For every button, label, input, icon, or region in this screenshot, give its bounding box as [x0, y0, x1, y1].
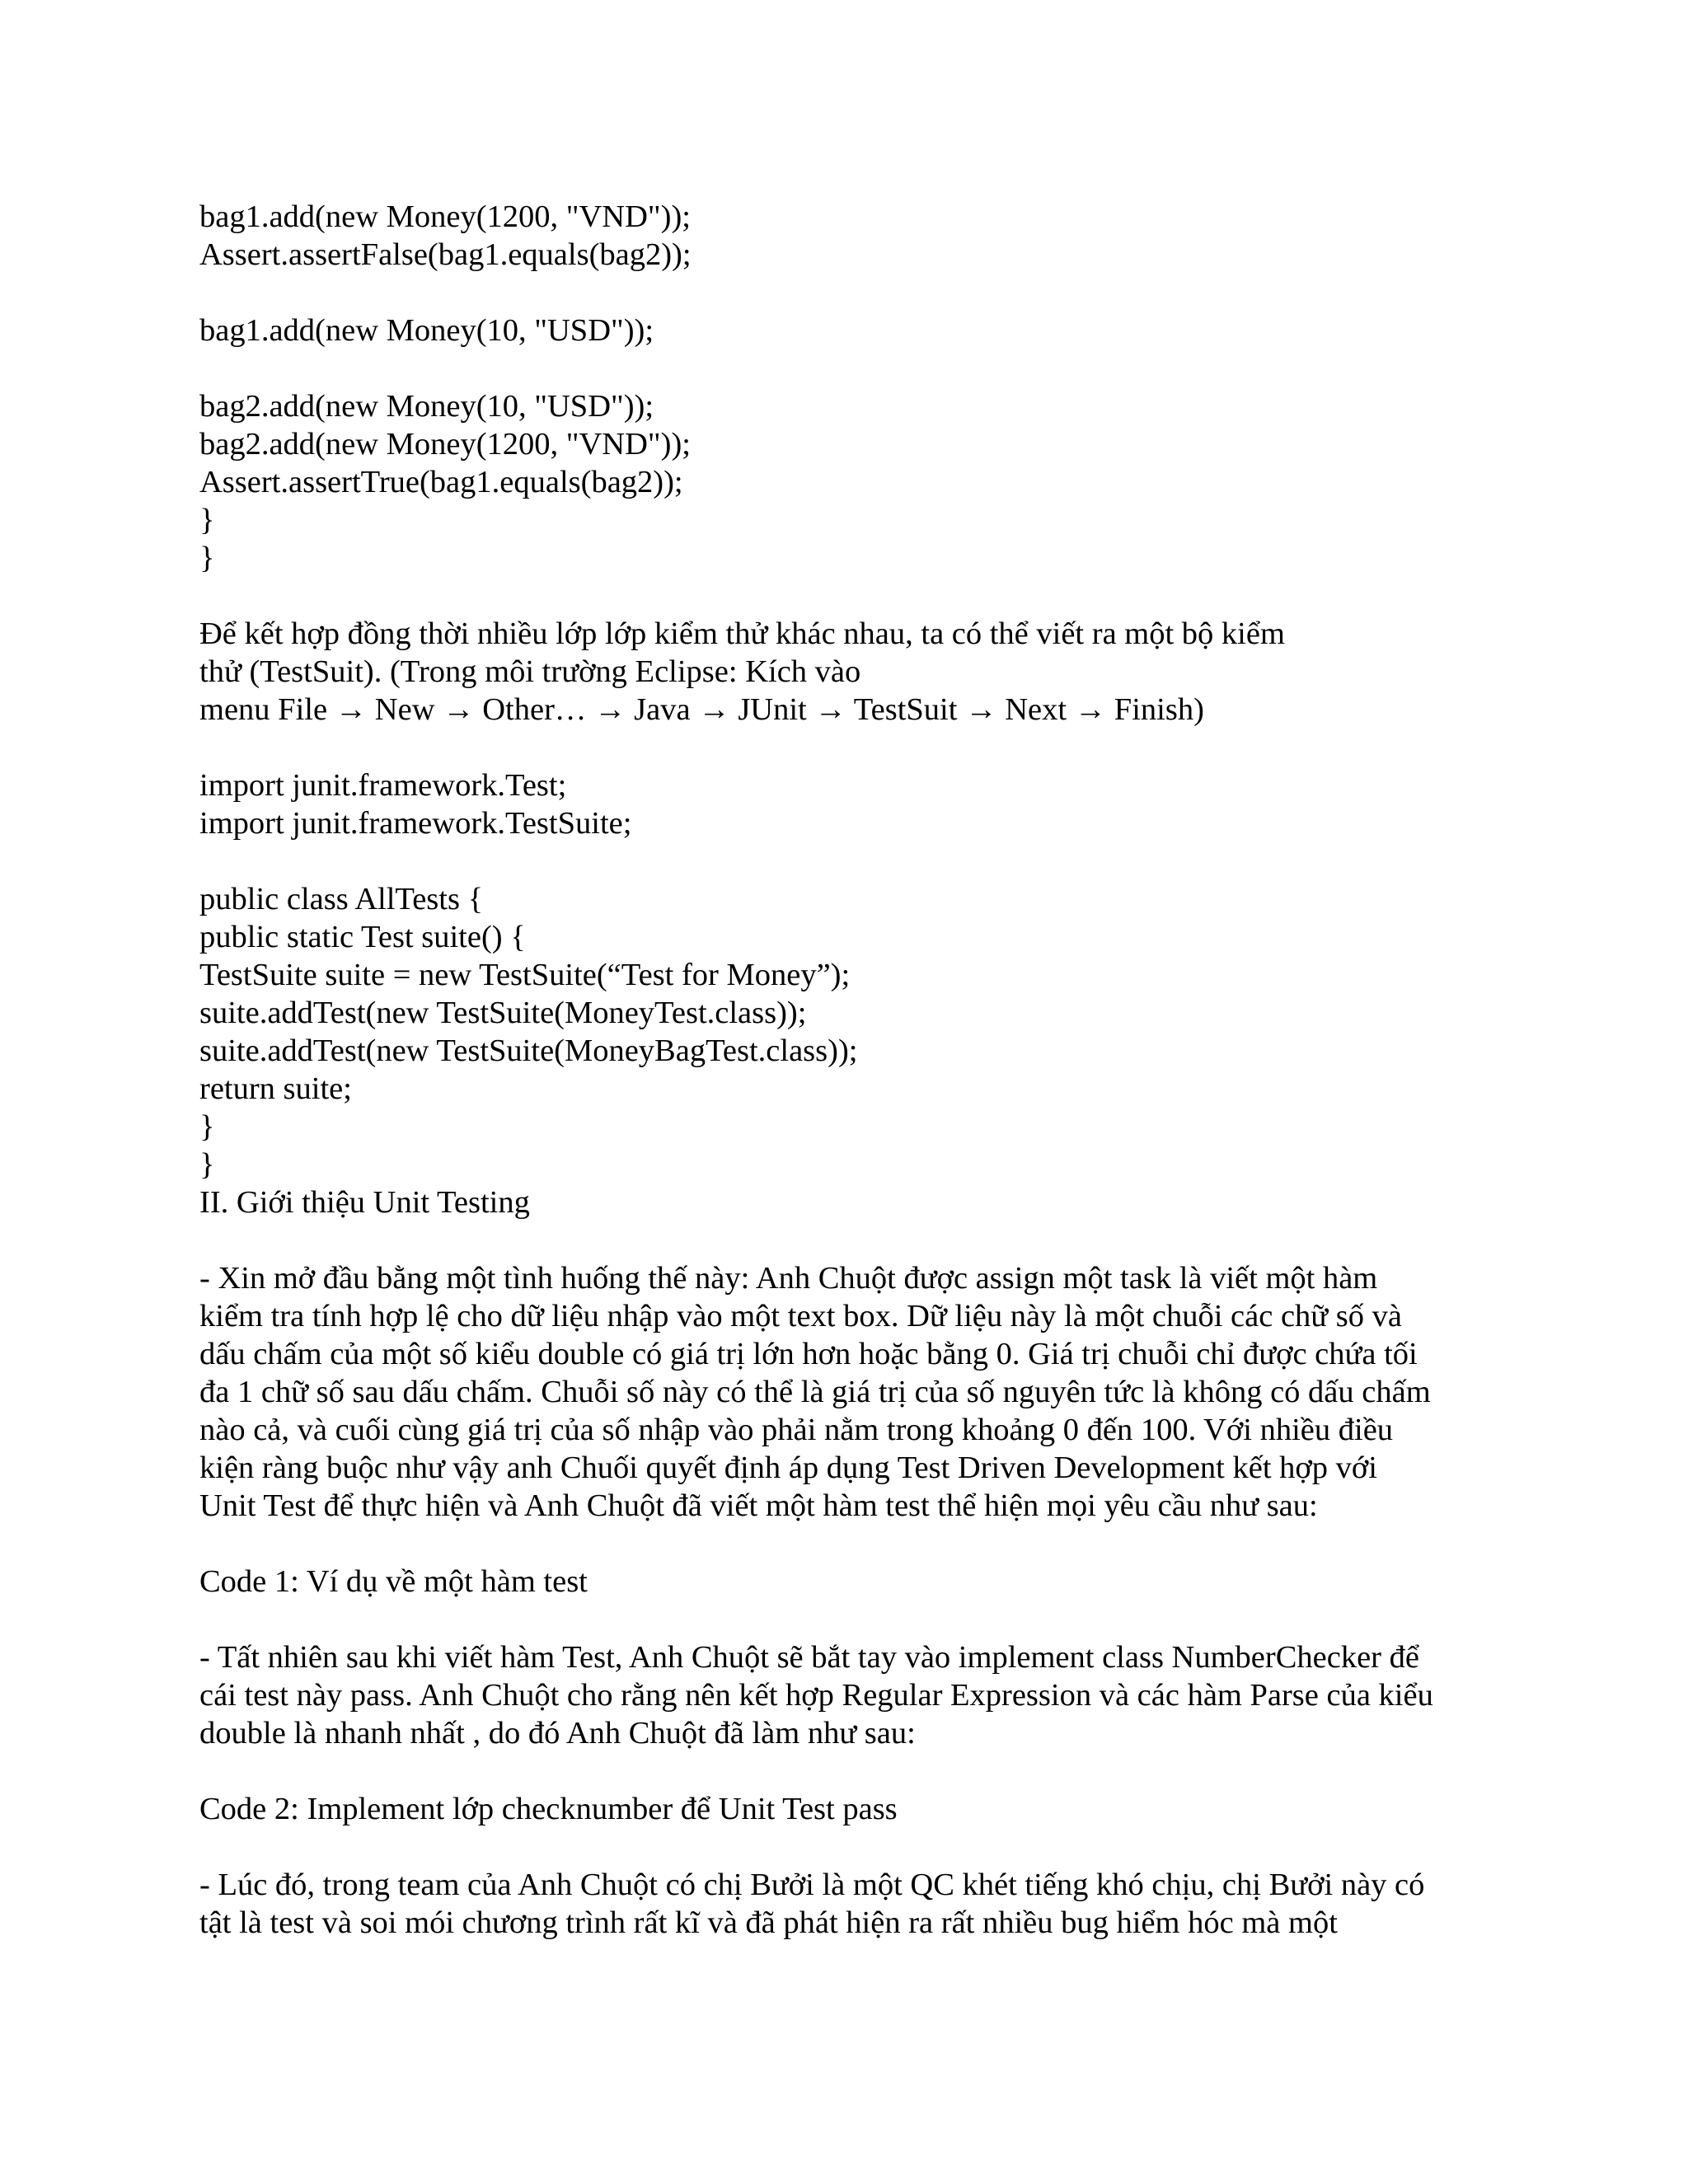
blank-line	[199, 1828, 1584, 1866]
blank-line	[199, 577, 1584, 615]
text-line: suite.addTest(new TestSuite(MoneyTest.class));	[199, 996, 807, 1030]
text-line: - Tất nhiên sau khi viết hàm Test, Anh Chuột sẽ bắt tay vào implement class NumberChecker để	[199, 1640, 1419, 1675]
blank-line	[199, 274, 1584, 312]
text-line: - Lúc đó, trong team của Anh Chuột có chị Bưởi là một QC khét tiếng khó chịu, chị Bưởi này có	[199, 1868, 1425, 1902]
text-line: bag1.add(new Money(10, "USD"));	[199, 313, 654, 348]
text-line: public class AllTests {	[199, 882, 484, 916]
text-line: nào cả, và cuối cùng giá trị của số nhập vào phải nằm trong khoảng 0 đến 100. Với nhiều điều	[199, 1413, 1394, 1447]
blank-line	[199, 842, 1584, 880]
text-line: cái test này pass. Anh Chuột cho rằng nên kết hợp Regular Expression và các hàm Parse của kiểu	[199, 1678, 1433, 1713]
text-line: return suite;	[199, 1071, 352, 1106]
text-line: public static Test suite() {	[199, 920, 526, 954]
text-line: bag2.add(new Money(10, "USD"));	[199, 389, 654, 424]
text-line: đa 1 chữ số sau dấu chấm. Chuỗi số này có thể là giá trị của số nguyên tức là không có dấu chấm	[199, 1375, 1431, 1409]
document-body	[199, 198, 1584, 1942]
text-line: tật là test và soi mói chương trình rất kĩ và đã phát hiện ra rất nhiều bug hiểm hóc mà một	[199, 1905, 1338, 1940]
text-line: import junit.framework.Test;	[199, 768, 567, 803]
text-line: kiểm tra tính hợp lệ cho dữ liệu nhập vào một text box. Dữ liệu này là một chuỗi các chữ số và	[199, 1299, 1402, 1333]
text-line: Assert.assertFalse(bag1.equals(bag2));	[199, 237, 692, 272]
text-line: II. Giới thiệu Unit Testing	[199, 1185, 530, 1220]
text-line: double là nhanh nhất , do đó Anh Chuột đã làm như sau:	[199, 1716, 916, 1750]
text-line: thử (TestSuit). (Trong môi trường Eclipse: Kích vào	[199, 654, 861, 689]
text-line: suite.addTest(new TestSuite(MoneyBagTest.class));	[199, 1033, 858, 1068]
text-line: Code 1: Ví dụ về một hàm test	[199, 1564, 588, 1599]
blank-line	[199, 1221, 1584, 1259]
blank-line	[199, 1601, 1584, 1638]
text-line: import junit.framework.TestSuite;	[199, 806, 632, 841]
text-line: - Xin mở đầu bằng một tình huống thế này: Anh Chuột được assign một task là viết một hàm	[199, 1261, 1378, 1296]
text-line: Assert.assertTrue(bag1.equals(bag2));	[199, 465, 683, 499]
text-line: }	[199, 1147, 215, 1182]
blank-line	[199, 1752, 1584, 1790]
text-line: }	[199, 1109, 215, 1144]
text-line: Để kết hợp đồng thời nhiều lớp lớp kiểm thử khác nhau, ta có thể viết ra một bộ kiểm	[199, 616, 1285, 651]
text-line: bag2.add(new Money(1200, "VND"));	[199, 427, 691, 462]
text-line: menu File → New → Other… → Java → JUnit → TestSuit → Next → Finish)	[199, 692, 1204, 727]
text-line: Unit Test để thực hiện và Anh Chuột đã viết một hàm test thể hiện mọi yêu cầu như sau:	[199, 1488, 1318, 1523]
text-line: Code 2: Implement lớp checknumber để Unit Test pass	[199, 1792, 898, 1826]
text-line: TestSuite suite = new TestSuite(“Test for Money”);	[199, 958, 851, 992]
text-line: }	[199, 503, 215, 537]
text-line: dấu chấm của một số kiểu double có giá trị lớn hơn hoặc bằng 0. Giá trị chuỗi chỉ được chứa tối	[199, 1337, 1418, 1371]
blank-line	[199, 349, 1584, 387]
blank-line	[199, 729, 1584, 766]
blank-line	[199, 1525, 1584, 1563]
text-line: kiện ràng buộc như vậy anh Chuối quyết định áp dụng Test Driven Development kết hợp với	[199, 1451, 1377, 1485]
text-line: }	[199, 541, 215, 575]
text-line: bag1.add(new Money(1200, "VND"));	[199, 199, 691, 234]
